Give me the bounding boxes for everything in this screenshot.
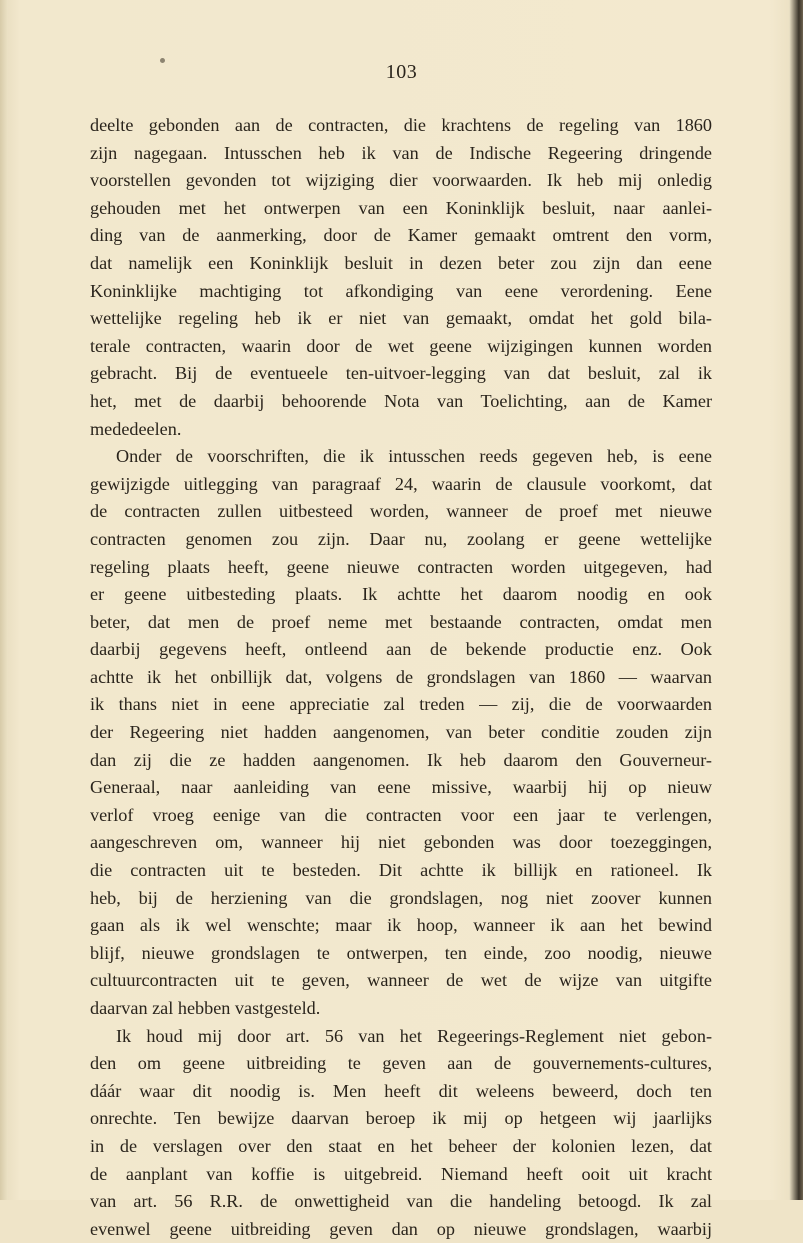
text-line: Ik houd mij door art. 56 van het Regeerings-Reglement niet gebon- <box>116 1025 712 1046</box>
paragraph <box>90 112 712 443</box>
text-line: de aanplant van koffie is uitgebreid. Niemand heeft ooit uit kracht <box>90 1163 712 1184</box>
text-line: in de verslagen over den staat en het beheer der kolonien lezen, dat <box>90 1135 712 1156</box>
text-line: dan zij die ze hadden aangenomen. Ik heb daarom den Gouverneur- <box>90 749 712 770</box>
text-line: die contracten uit te besteden. Dit achtte ik billijk en rationeel. Ik <box>90 860 712 881</box>
text-line: gehouden met het ontwerpen van een Koninklijk besluit, naar aanlei- <box>90 197 712 218</box>
page-left-edge <box>0 0 8 1200</box>
text-line: gewijzigde uitlegging van paragraaf 24, waarin de clausule voorkomt, dat <box>90 473 712 494</box>
text-line: mededeelen. <box>90 418 182 439</box>
text-line: wettelijke regeling heb ik er niet van gemaakt, omdat het gold bila- <box>90 308 712 329</box>
text-line: cultuurcontracten uit te geven, wanneer de wet de wijze van uitgifte <box>90 970 712 991</box>
text-line: ding van de aanmerking, door de Kamer gemaakt omtrent den vorm, <box>90 225 712 246</box>
text-line: heb, bij de herziening van die grondslagen, nog niet zoover kunnen <box>90 887 712 908</box>
text-line: beter, dat men de proef neme met bestaande contracten, omdat men <box>90 611 712 632</box>
paragraph <box>90 443 712 1022</box>
text-line: ik thans niet in eene appreciatie zal treden — zij, die de voorwaarden <box>90 694 712 715</box>
text-line: er geene uitbesteding plaats. Ik achtte het daarom noodig en ook <box>90 584 712 605</box>
text-line: den om geene uitbreiding te geven aan de gouvernements-cultures, <box>90 1053 712 1074</box>
page-number: 103 <box>385 61 418 83</box>
text-line: gaan als ik wel wenschte; maar ik hoop, wanneer ik aan het bewind <box>90 915 712 936</box>
text-line: der Regeering niet hadden aangenomen, van beter conditie zouden zijn <box>90 722 712 743</box>
text-line: contracten genomen zou zijn. Daar nu, zoolang er geene wettelijke <box>90 528 712 549</box>
text-line: daarbij gegevens heeft, ontleend aan de bekende productie enz. Ook <box>90 639 712 660</box>
text-line: achtte ik het onbillijk dat, volgens de grondslagen van 1860 — waarvan <box>90 666 712 687</box>
page-right-edge <box>789 0 803 1200</box>
text-line: blijf, nieuwe grondslagen te ontwerpen, ten einde, zoo noodig, nieuwe <box>90 942 712 963</box>
text-line: aangeschreven om, wanneer hij niet gebonden was door toezeggingen, <box>90 832 712 853</box>
text-line: terale contracten, waarin door de wet geene wijzigingen kunnen worden <box>90 335 712 356</box>
text-line: Koninklijke machtiging tot afkondiging van eene verordening. Eene <box>90 280 712 301</box>
text-line: evenwel geene uitbreiding geven dan op nieuwe grondslagen, waarbij <box>90 1218 712 1239</box>
text-line: zijn nagegaan. Intusschen heb ik van de Indische Regeering dringende <box>90 142 712 163</box>
text-line: het, met de daarbij behoorende Nota van Toelichting, aan de Kamer <box>90 390 712 411</box>
text-line: van art. 56 R.R. de onwettigheid van die handeling betoogd. Ik zal <box>90 1191 712 1212</box>
text-line: onrechte. Ten bewijze daarvan beroep ik mij op hetgeen wij jaarlijks <box>90 1108 712 1129</box>
body-text <box>90 112 712 1243</box>
text-line: Generaal, naar aanleiding van eene missive, waarbij hij op nieuw <box>90 777 712 798</box>
text-line: deelte gebonden aan de contracten, die krachtens de regeling van 1860 <box>90 115 712 135</box>
text-line: regeling plaats heeft, geene nieuwe contracten worden uitgegeven, had <box>90 556 712 577</box>
text-line: de contracten zullen uitbesteed worden, wanneer de proef met nieuwe <box>90 501 712 522</box>
text-line: voorstellen gevonden tot wijziging dier voorwaarden. Ik heb mij onledig <box>90 170 712 191</box>
text-line: Onder de voorschriften, die ik intusschen reeds gegeven heb, is eene <box>116 446 712 467</box>
text-line: daarvan zal hebben vastgesteld. <box>90 998 321 1018</box>
text-line: dáár waar dit noodig is. Men heeft dit weleens beweerd, doch ten <box>90 1080 712 1101</box>
text-line: dat namelijk een Koninklijk besluit in dezen beter zou zijn dan eene <box>90 252 712 273</box>
text-line: verlof vroeg eenige van die contracten voor een jaar te verlengen, <box>90 804 712 825</box>
text-line: gebracht. Bij de eventueele ten-uitvoer-legging van dat besluit, zal ik <box>90 363 712 384</box>
paragraph <box>90 1023 712 1243</box>
